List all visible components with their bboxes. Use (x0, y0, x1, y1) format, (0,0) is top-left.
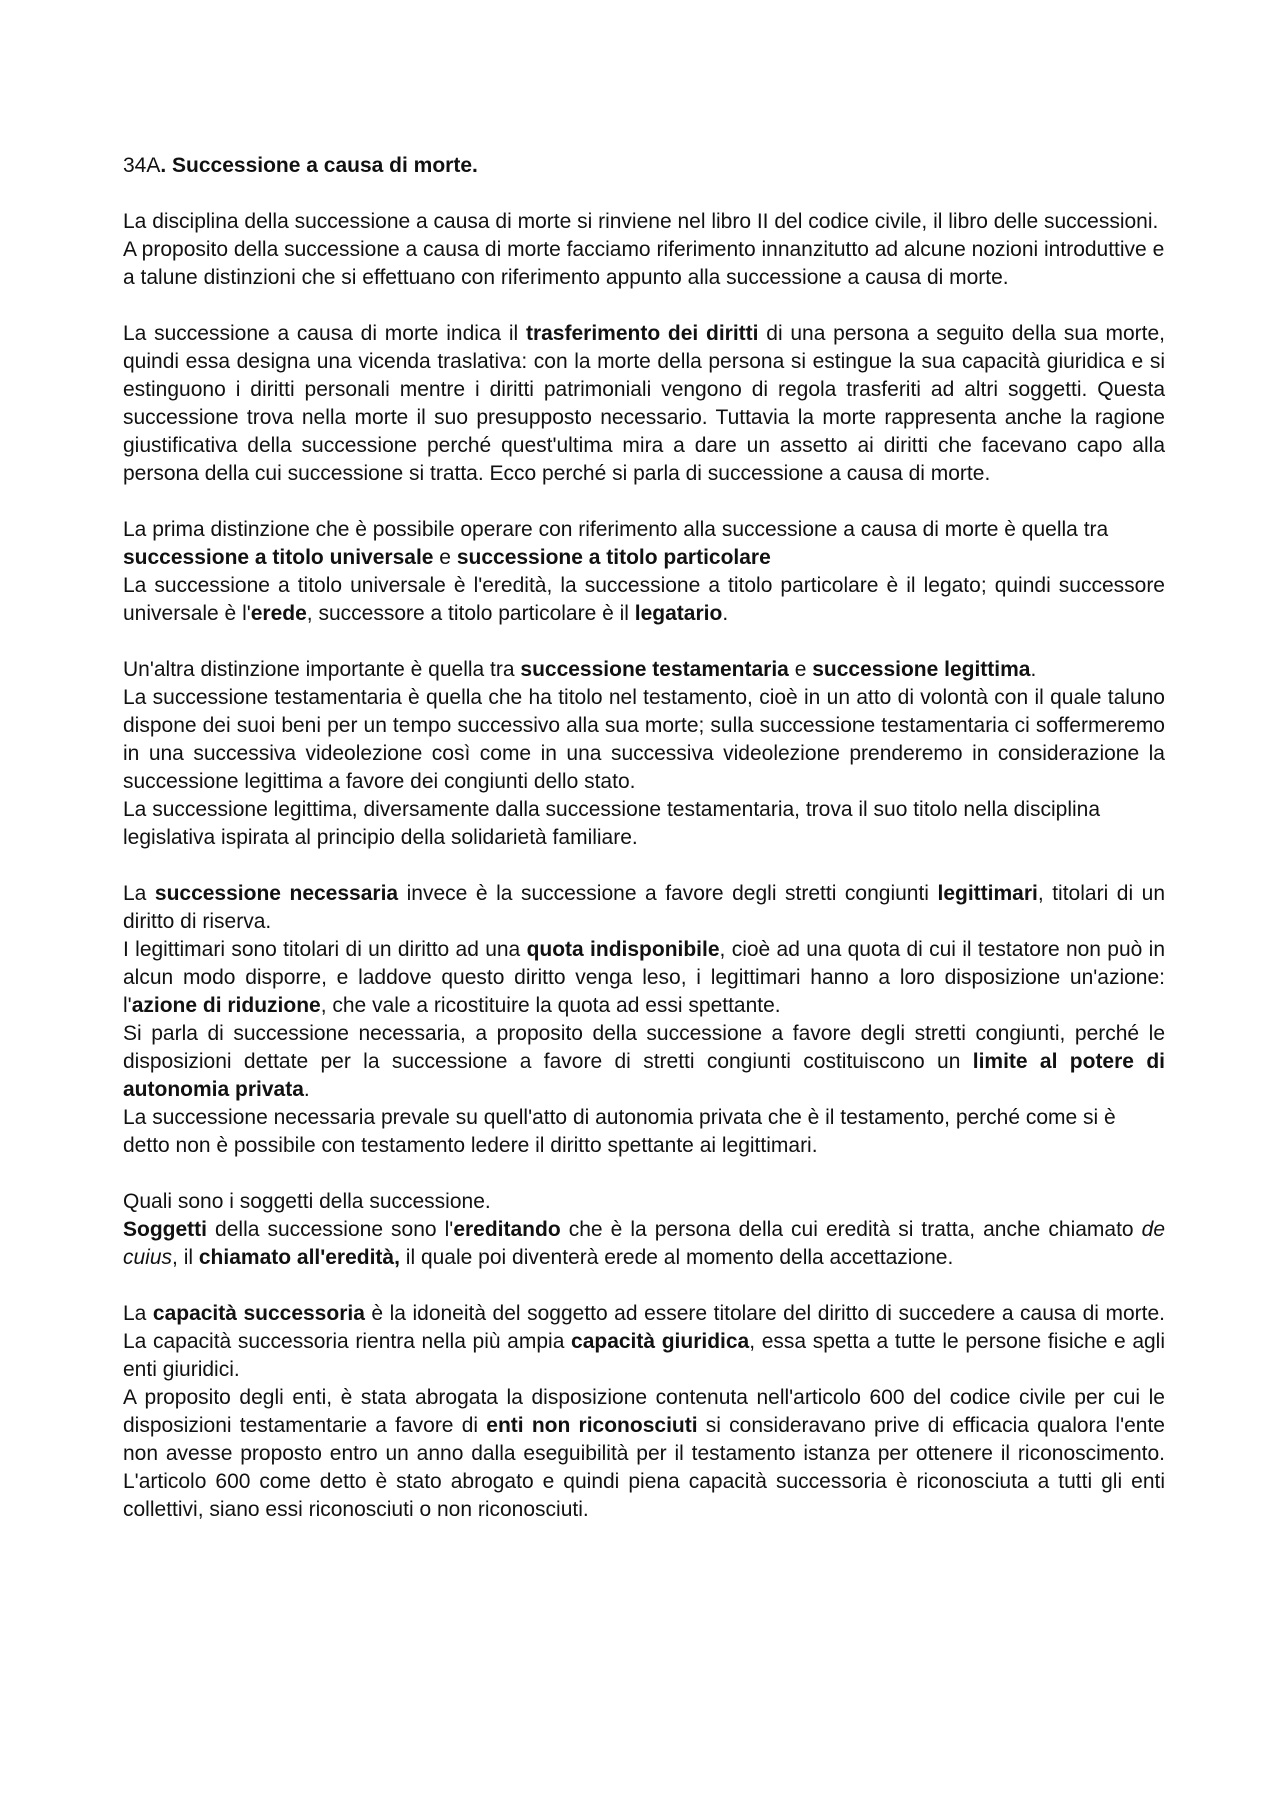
paragraph-10: I legittimari sono titolari di un diritto ad una quota indisponibile, cioè ad una quota di cui il testatore non può in alcun modo disporre, e laddove questo diritto venga leso, i legittimari hanno a loro disposizione un'azione: l'azione di riduzione, che vale a ricostituire la quota ad essi spettante. (123, 938, 1165, 1017)
paragraph-15: La capacità successoria è la idoneità del soggetto ad essere titolare del diritto di succedere a causa di morte. La capacità successoria rientra nella più ampia capacità giuridica, essa spetta a tutte le persone fisiche e agli enti giuridici. (123, 1302, 1166, 1381)
paragraph-6: Un'altra distinzione importante è quella tra successione testamentaria e successione legittima. (123, 658, 1037, 681)
bold-term: successione legittima (812, 658, 1031, 681)
bold-term: legatario (634, 602, 723, 625)
bold-term: trasferimento dei diritti (525, 322, 759, 345)
paragraph-16: A proposito degli enti, è stata abrogata la disposizione contenuta nell'articolo 600 del codice civile per cui le disposizioni testamentarie a favore di enti non riconosciuti si consideravano prive di efficacia qualora l'ente non avesse proposto entro un anno dalla eseguibilità per il testamento istanza per ottenere il riconoscimento. L'articolo 600 come detto è stato abrogato e quindi piena capacità successoria è riconosciuta a tutti gli enti collettivi, siano essi riconosciuti o non riconosciuti. (123, 1386, 1165, 1521)
italic-term: de cuius (123, 1218, 1165, 1269)
paragraph-8: La successione legittima, diversamente dalla successione testamentaria, trova il suo titolo nella disciplina legislativa ispirata al principio della solidarietà familiare. (123, 798, 1101, 849)
bold-term: capacità successoria (152, 1302, 365, 1325)
bold-term: legittimari (937, 882, 1038, 905)
bold-term: chiamato all'eredità, (198, 1246, 400, 1269)
bold-term: ereditando (453, 1218, 561, 1241)
paragraph-13: Quali sono i soggetti della successione. (123, 1190, 491, 1213)
paragraph-14: Soggetti della successione sono l'ereditando che è la persona della cui eredità si tratta, anche chiamato de cuius, il chiamato all'eredità, il quale poi diventerà erede al momento della accettazione. (123, 1218, 1165, 1269)
paragraph-2: A proposito della successione a causa di morte facciamo riferimento innanzitutto ad alcune nozioni introduttive e a talune distinzioni che si effettuano con riferimento appunto alla successione a causa di morte. (123, 238, 1165, 289)
bold-term: successione a titolo universale (123, 546, 434, 569)
bold-term: successione necessaria (154, 882, 399, 905)
bold-term: Soggetti (123, 1218, 207, 1241)
bold-term: quota indisponibile (526, 938, 720, 961)
document-page (123, 152, 1165, 1524)
bold-term: successione testamentaria (520, 658, 789, 681)
paragraph-9: La successione necessaria invece è la successione a favore degli stretti congiunti legittimari, titolari di un diritto di riserva. (123, 882, 1166, 933)
bold-term: erede (250, 602, 307, 625)
document-title (123, 152, 1165, 180)
paragraph-1: La disciplina della successione a causa di morte si rinviene nel libro II del codice civile, il libro delle successioni. (123, 210, 1159, 233)
bold-term: capacità giuridica (571, 1330, 750, 1353)
paragraph-5: La successione a titolo universale è l'eredità, la successione a titolo particolare è il legato; quindi successore universale è l'erede, successore a titolo particolare è il legatario. (123, 574, 1165, 625)
title-prefix: 34A (123, 154, 161, 177)
paragraph-11: Si parla di successione necessaria, a proposito della successione a favore degli stretti congiunti, perché le disposizioni dettate per la successione a favore di stretti congiunti costituiscono un limite al potere di autonomia privata. (123, 1022, 1165, 1101)
paragraph-7: La successione testamentaria è quella che ha titolo nel testamento, cioè in un atto di volontà con il quale taluno dispone dei suoi beni per un tempo successivo alla sua morte; sulla successione testamentaria ci soffermeremo in una successiva videolezione così come in una successiva videolezione prenderemo in considerazione la successione legittima a favore dei congiunti dello stato. (123, 686, 1165, 793)
bold-term: azione di riduzione (131, 994, 321, 1017)
paragraph-12: La successione necessaria prevale su quell'atto di autonomia privata che è il testamento, perché come si è detto non è possibile con testamento ledere il diritto spettante ai legittimari. (123, 1106, 1116, 1157)
bold-term: successione a titolo particolare (456, 546, 771, 569)
paragraph-3: La successione a causa di morte indica il trasferimento dei diritti di una persona a seguito della sua morte, quindi essa designa una vicenda traslativa: con la morte della persona si estingue la sua capacità giuridica e si estinguono i diritti personali mentre i diritti patrimoniali vengono di regola trasferiti ad altri soggetti. Questa successione trova nella morte il suo presupposto necessario. Tuttavia la morte rappresenta anche la ragione giustificativa della successione perché quest'ultima mira a dare un assetto ai diritti che facevano capo alla persona della cui successione si tratta. Ecco perché si parla di successione a causa di morte. (123, 322, 1166, 485)
paragraph-4: La prima distinzione che è possibile operare con riferimento alla successione a causa di morte è quella tra successione a titolo universale e successione a titolo particolare (123, 518, 1109, 569)
bold-term: enti non riconosciuti (486, 1414, 698, 1437)
title-text: . Successione a causa di morte. (160, 154, 478, 177)
bold-term: limite al potere di autonomia privata (123, 1050, 1165, 1101)
